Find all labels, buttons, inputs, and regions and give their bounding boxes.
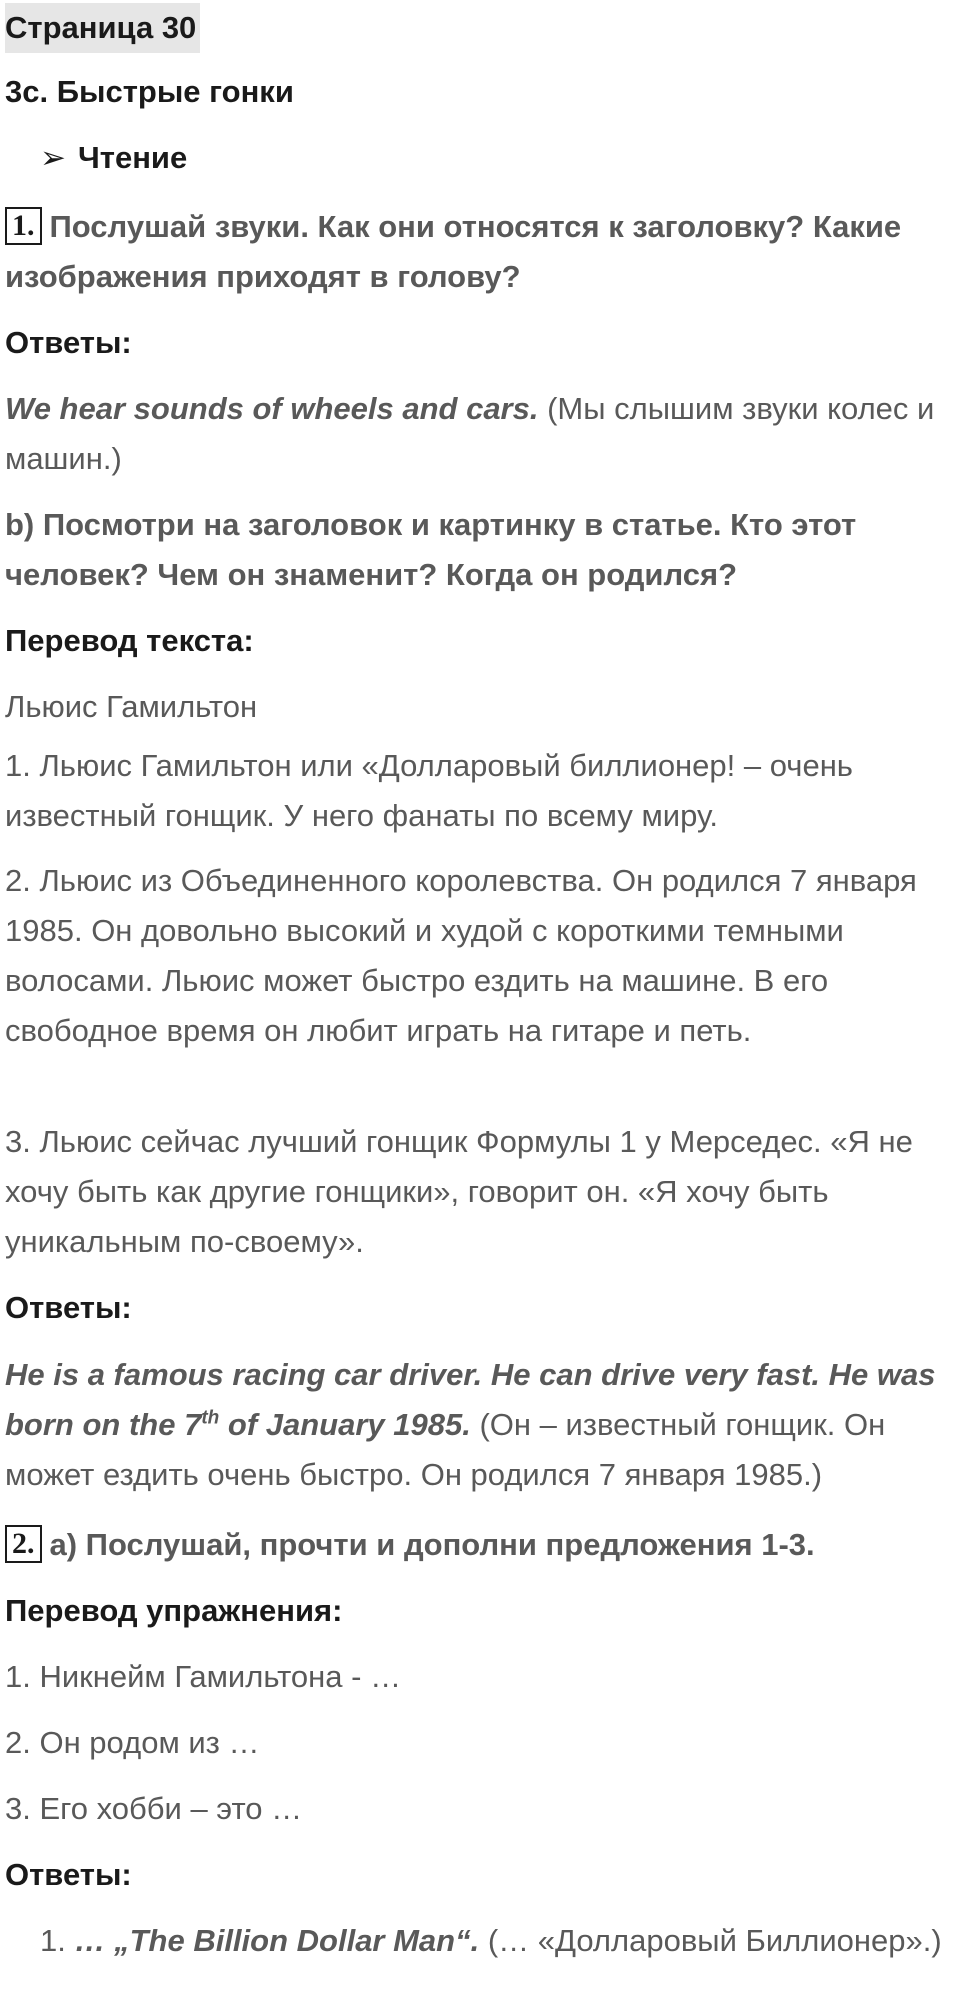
exercise-1-task: [5, 202, 955, 302]
answers-label-3: Ответы:: [5, 1857, 132, 1892]
answers-label-1: Ответы:: [5, 325, 132, 360]
answer-2: [5, 1350, 955, 1500]
answer-2-english-part2: of January 1985.: [219, 1407, 471, 1442]
answer-1-russian: (Мы слышим звуки колес и машин.): [5, 391, 935, 476]
answers-label-2: Ответы:: [5, 1290, 132, 1325]
reading-label: Чтение: [77, 140, 188, 175]
exercise-2-task: [5, 1520, 955, 1570]
exercise-1-task-text: Послушай звуки. Как они относятся к заголовку? Какие изображения приходят в голову?: [5, 209, 902, 294]
page-header: [5, 3, 955, 53]
exercise-item-1: 1. Никнейм Гамильтона - …: [5, 1659, 402, 1694]
exercise-translation-label: Перевод упражнения:: [5, 1593, 343, 1628]
answer-3-english: … „The Billion Dollar Man“.: [74, 1923, 480, 1958]
arrow-bullet-icon: ➢: [40, 140, 66, 175]
answer-2-superscript: th: [201, 1407, 220, 1429]
exercise-1-number: 1.: [5, 207, 42, 245]
reading-heading: [40, 133, 955, 183]
text-title: Льюис Гамильтон: [5, 689, 258, 724]
answer-2-russian: (Он – известный гонщик. Он может ездить очень быстро. Он родился 7 января 1985.): [5, 1407, 886, 1492]
text-paragraph-2: 2. Льюис из Объединенного королевства. Он родился 7 января 1985. Он довольно высокий и худой с короткими темными волосами. Льюис может быстро ездить на машине. В его свободное время он любит играть на гитаре и петь.: [5, 863, 917, 1048]
exercise-2-task-text: a) Послушай, прочти и дополни предложения 1-3.: [49, 1527, 815, 1562]
section-title: 3c. Быстрые гонки: [5, 74, 294, 109]
answer-1-english: We hear sounds of wheels and cars.: [5, 391, 539, 426]
exercise-item-3: 3. Его хобби – это …: [5, 1791, 303, 1826]
exercise-item-2: 2. Он родом из …: [5, 1725, 260, 1760]
text-paragraph-1: 1. Льюис Гамильтон или «Долларовый биллионер! – очень известный гонщик. У него фанаты по всему миру.: [5, 748, 853, 833]
answer-2-english-part1: He is a famous racing car driver. He can drive very fast. He was born on the 7: [5, 1357, 936, 1442]
exercise-2-number: 2.: [5, 1525, 42, 1563]
exercise-1b-task: b) Посмотри на заголовок и картинку в статье. Кто этот человек? Чем он знаменит? Когда он родился?: [5, 507, 857, 592]
translation-label: Перевод текста:: [5, 623, 254, 658]
answer-3-number: 1.: [40, 1923, 66, 1958]
answer-3-russian: (… «Долларовый Биллионер».): [479, 1923, 942, 1958]
text-paragraph-3: 3. Льюис сейчас лучший гонщик Формулы 1 у Мерседес. «Я не хочу быть как другие гонщики», говорит он. «Я хочу быть уникальным по-своему».: [5, 1124, 913, 1259]
answer-3: [40, 1916, 955, 1966]
answer-1: [5, 384, 955, 484]
page-label: Страница 30: [5, 3, 200, 53]
